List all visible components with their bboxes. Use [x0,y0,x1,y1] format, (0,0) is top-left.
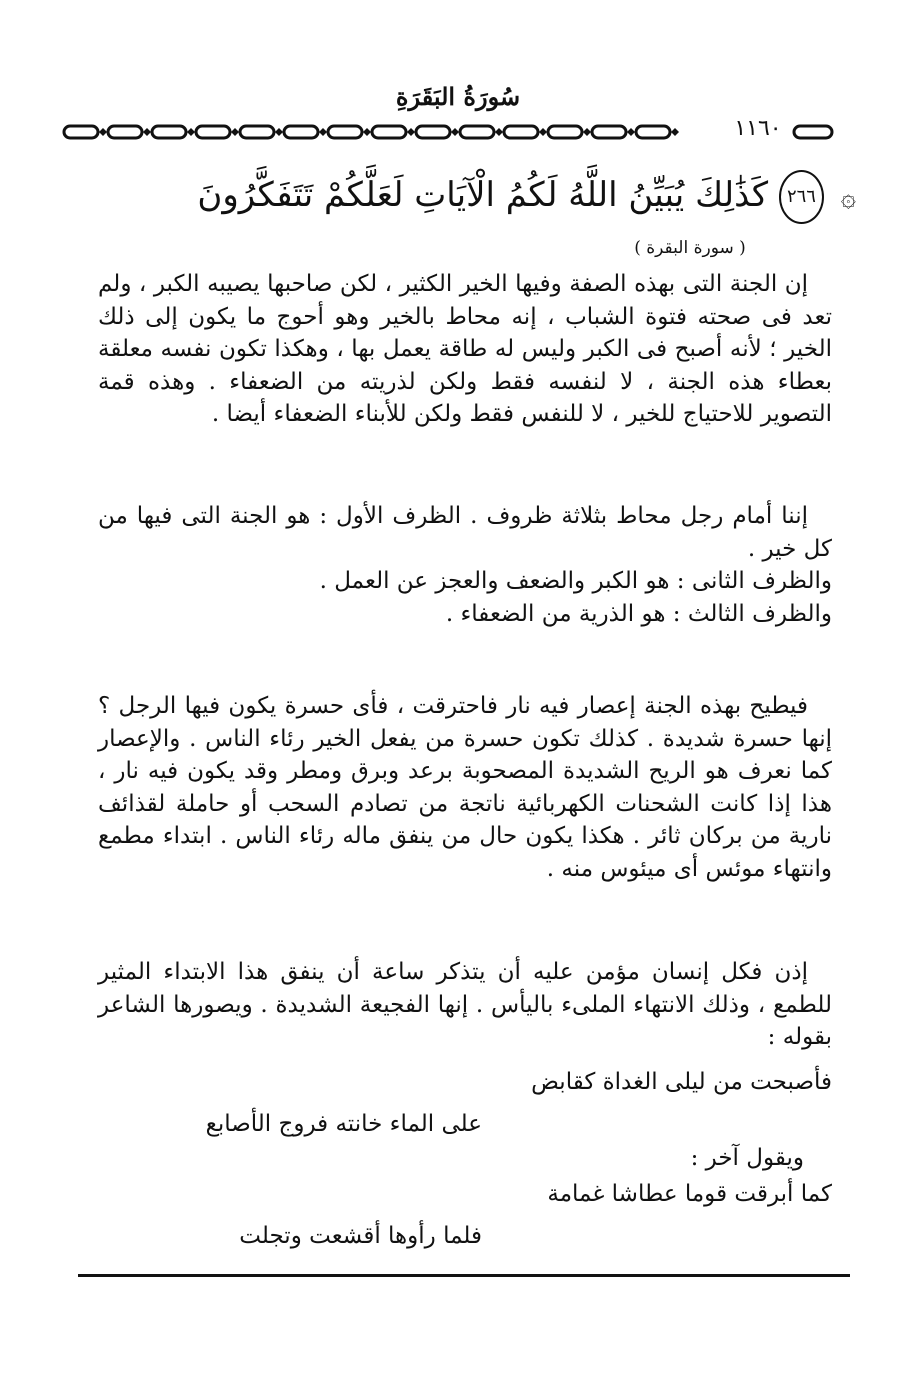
chain-link [64,126,98,138]
paragraph-2: إننا أمام رجل محاط بثلاثة ظروف . الظرف الأول : هو الجنة التى فيها من كل خير . [98,503,832,562]
ornamental-rule [62,120,836,144]
chain-diamond [143,128,151,136]
verse1-second-hemistich: على الماء خانته فروج الأصابع [205,1111,482,1137]
source-label: ( سورة البقرة ) [634,238,746,258]
chain-diamond [539,128,547,136]
chain-diamond [627,128,635,136]
poetry-intro: ويقول آخر : [690,1145,804,1171]
chain-link [196,126,230,138]
chain-link [636,126,670,138]
chain-link [460,126,494,138]
chain-diamond [231,128,239,136]
chain-diamond [451,128,459,136]
chain-diamond [319,128,327,136]
page-number: ١١٦٠ [734,116,782,141]
chain-link [108,126,142,138]
paragraph-2-block [98,500,832,630]
quran-verse [197,170,856,224]
chain-diamond [671,128,679,136]
ayah-end-mark: ۞ [840,183,856,213]
verse2-second-hemistich: فلما رأوها أقشعت وتجلت [239,1223,482,1249]
chain-link [152,126,186,138]
chain-link [416,126,450,138]
chain-link [328,126,362,138]
verse2-first-hemistich: كما أبرقت قوما عطاشا غمامة [547,1181,832,1207]
verse1-first-hemistich: فأصبحت من ليلى الغداة كقابض [531,1069,832,1095]
chain-link [592,126,626,138]
condition-second: والظرف الثانى : هو الكبر والضعف والعجز عن العمل . [319,568,832,594]
paragraph-1: إن الجنة التى بهذه الصفة وفيها الخير الكثير ، لكن صاحبها يصيبه الكبر ، ولم تعد فى صحته فتوة الشباب ، إنه محاط بالخير وهو أحوج ما يكون إلى ذلك الخير ؛ لأنه أصبح فى الكبر وليس له طاقة يعمل بها ، وهكذا تكون نفسه معلقة بعطاء هذه الجنة ، لا لنفسه فقط ولكن لذريته من الضعفاء . وهذه قمة التصوير للاحتياج للخير ، لا للنفس فقط ولكن للأبناء الضعفاء أيضا . [98,271,832,427]
chain-link [284,126,318,138]
chain-diamond [187,128,195,136]
chain-link [240,126,274,138]
paragraph-3: فيطيح بهذه الجنة إعصار فيه نار فاحترقت ، فأى حسرة يكون فيها الرجل ؟ إنها حسرة شديدة . كذلك تكون حسرة من يفعل الخير رئاء الناس . والإعصار كما نعرف هو الريح الشديدة المصحوبة برعد وبرق ومطر وقد يكون فيه نار ، هذا إذا كانت الشحنات الكهربائية ناتجة من تصادم السحب أو حاملة لقذائف نارية من بركان ثائر . هكذا يكون حال من ينفق ماله رئاء الناس . ابتداء مطمع وانتهاء موئس أى ميئوس منه . [98,693,832,882]
chain-diamond [407,128,415,136]
chain-link [548,126,582,138]
chain-link [504,126,538,138]
chain-link [372,126,406,138]
condition-third: والظرف الثالث : هو الذرية من الضعفاء . [445,600,832,627]
chain-diamond [275,128,283,136]
paragraph-4: إذن فكل إنسان مؤمن عليه أن يتذكر ساعة أن ينفق هذا الابتداء المثير للطمع ، وذلك الانتهاء الملىء باليأس . إنها الفجيعة الشديدة . ويصورها الشاعر بقوله : [98,959,832,1050]
ayah-number: ٢٦٦ [779,170,824,224]
chain-diamond [363,128,371,136]
chain-diamond [495,128,503,136]
chain-link [794,126,832,138]
ayah-text: كَذَٰلِكَ يُبَيِّنُ اللَّهُ لَكُمُ الْآيَاتِ لَعَلَّكُمْ تَتَفَكَّرُونَ [197,175,769,215]
surah-title: سُورَةُ البَقَرَةِ [395,82,521,111]
chain-diamond [583,128,591,136]
footer-rule [78,1274,850,1277]
chain-diamond [99,128,107,136]
